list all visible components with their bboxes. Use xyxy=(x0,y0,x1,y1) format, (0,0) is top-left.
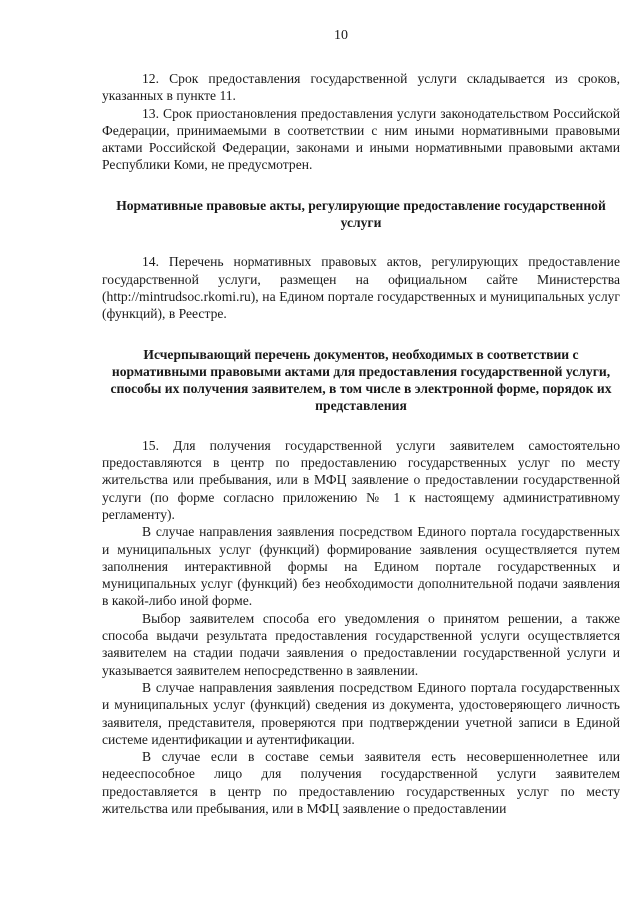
paragraph-15-identity: В случае направления заявления посредством Единого портала государственных и муниципальных услуг (функций) сведения из документа, удостоверяющего личность заявителя, представителя, проверяются при подтверждении учетной записи в Единой системе идентификации и аутентификации. xyxy=(102,679,620,747)
document-body xyxy=(102,70,620,817)
paragraph-13: 13. Срок приостановления предоставления услуги законодательством Российской Федерации, принимаемыми в соответствии с ним иными нормативными правовыми актами Российской Федерации, законами и иными нормативными правовыми актами Республики Коми, не предусмотрен. xyxy=(102,105,620,173)
paragraph-15-portal: В случае направления заявления посредством Единого портала государственных и муниципальных услуг (функций) формирование заявления осуществляется путем заполнения интерактивной формы на Едином портале государственных и муниципальных услуг (функций) без необходимости дополнительной подачи заявления в какой-либо иной форме. xyxy=(102,524,620,609)
page-number: 10 xyxy=(334,28,348,43)
heading-documents-list: Исчерпывающий перечень документов, необходимых в соответствии с нормативными правовыми актами для предоставления государственной услуги, способы их получения заявителем, в том числе в электронной форме, порядок их представления xyxy=(110,346,612,414)
paragraph-14: 14. Перечень нормативных правовых актов, регулирующих предоставление государственной услуги, размещен на официальном сайте Министерства (http://mintrudsoc.rkomi.ru), на Едином портале государственных и муниципальных услуг (функций), в Реестре. xyxy=(102,254,620,322)
heading-normative-acts: Нормативные правовые акты, регулирующие предоставление государственной услуги xyxy=(116,197,606,231)
paragraph-12: 12. Срок предоставления государственной услуги складывается из сроков, указанных в пункте 11. xyxy=(102,71,620,104)
paragraph-15: 15. Для получения государственной услуги заявителем самостоятельно предоставляются в центр по предоставлению государственных услуг по месту жительства или пребывания, или в МФЦ заявление о предоставлении государственной услуги (по форме согласно приложению № 1 к настоящему административному регламенту). xyxy=(102,437,620,522)
paragraph-15-minor: В случае если в составе семьи заявителя есть несовершеннолетнее или недееспособное лицо для получения государственной услуги заявителем предоставляется в центр по предоставлению государственных услуг по месту жительства или пребывания, или в МФЦ заявление о предоставлении xyxy=(102,749,620,816)
paragraph-15-notification: Выбор заявителем способа его уведомления о принятом решении, а также способа выдачи результата предоставления государственной услуги осуществляется заявителем на стадии подачи заявления о предоставлении государственной услуги и указывается заявителем непосредственно в заявлении. xyxy=(102,610,620,678)
